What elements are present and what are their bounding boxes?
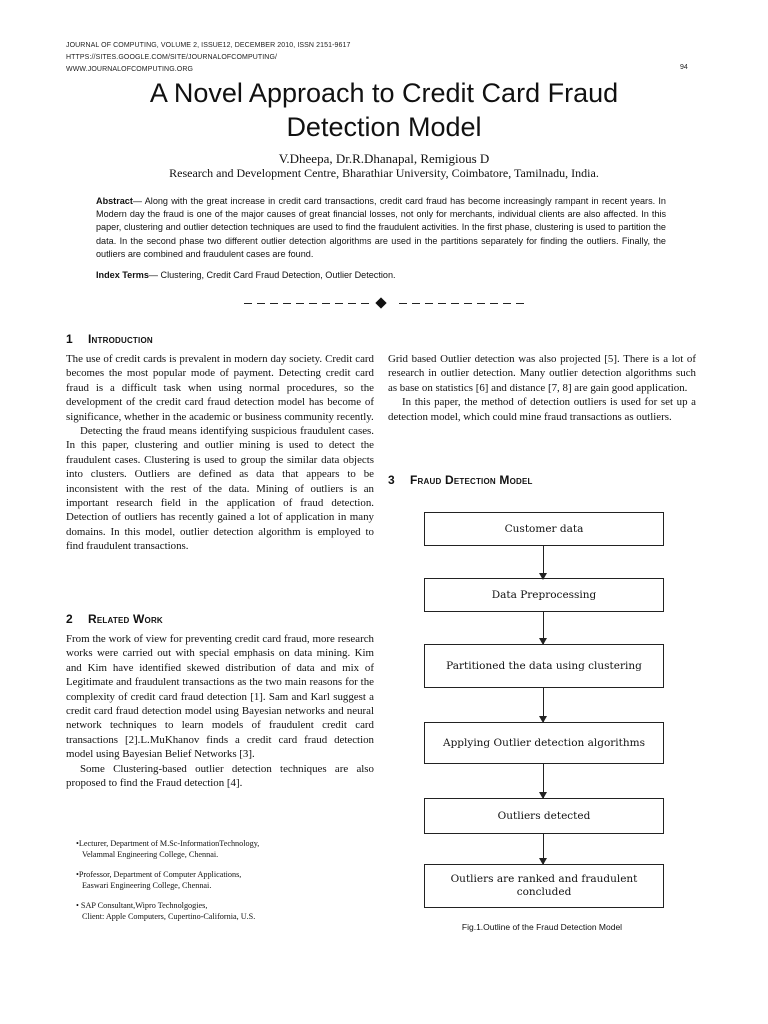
footnote: • SAP Consultant,Wipro Technolgogies, Client: Apple Computers, Cupertino-California, U.S.: [76, 901, 256, 921]
section-divider: [244, 296, 524, 310]
paragraph: From the work of view for preventing credit card fraud, more research works were carried out with special emphasis on data mining. Kim and Kim have identified skewed distribution of data and mix of Legitimate and fraudulent transactions as the two main reasons for the complexity of credit card fraud detection [1]. Sam and Karl suggest a credit card fraud detection model using Bayesian networks and neural network techniques to learn models of fraudulent credit card transactions [2].L.MuKhanov finds a credit card fraud detection model using Bayesian Belief Networks [3].: [66, 633, 374, 761]
abstract-text: — Along with the great increase in credit card transactions, credit card fraud has become increasingly rampant in recent years. In Modern day the fraud is one of the major causes of great financial losses, not only for merchants, individual clients are also affected. In this paper, clustering and outlier detection techniques are used to find the fraudulent activities. In the first phase, clustering is used to partition the data. In the second phase two different outlier detection algorithms are used in the partitions separately for finding the outliers. Finally, the outliers are combined and fraudulent cases are found.: [96, 196, 666, 259]
title-line-1: A Novel Approach to Credit Card Fraud: [149, 78, 619, 108]
diamond-icon: [375, 297, 386, 308]
index-terms-text: — Clustering, Credit Card Fraud Detection, Outlier Detection.: [148, 270, 396, 280]
paper-title: [0, 76, 768, 144]
introduction-body: [66, 352, 374, 554]
abstract-label: Abstract: [96, 196, 133, 206]
arrow-down-icon: [543, 764, 544, 798]
section-heading-introduction: 1 Introduction: [66, 332, 153, 346]
paragraph: The use of credit cards is prevalent in modern day society. Credit card becomes the most popular mode of payment. Detecting credit card fraud is a difficult task when using normal procedures, so the development of the credit card fraud detection model has become of significance, whether in the academic or business community recently.: [66, 353, 374, 423]
section-heading-related-work: 2 Related Work: [66, 612, 163, 626]
arrow-down-icon: [543, 546, 544, 579]
author-footnotes: [76, 838, 376, 931]
figure-caption: Fig.1.Outline of the Fraud Detection Model: [461, 922, 623, 932]
arrow-down-icon: [543, 612, 544, 644]
related-work-continued: [388, 352, 696, 424]
title-line-2: Detection Model: [286, 112, 482, 142]
flowchart-step: Outliers are ranked and fraudulent concluded: [424, 864, 664, 908]
journal-url: HTTPS://SITES.GOOGLE.COM/SITE/JOURNALOFCOMPUTING/: [66, 54, 278, 61]
arrow-down-icon: [543, 688, 544, 722]
index-terms: [96, 269, 666, 282]
affiliation: Research and Development Centre, Bharathiar University, Coimbatore, Tamilnadu, India.: [169, 166, 599, 180]
page-number: 94: [680, 64, 688, 71]
fraud-detection-flowchart: [422, 510, 666, 910]
paragraph: Detecting the fraud means identifying suspicious fraudulent cases. In this paper, clustering and outlier mining is used to detect the fraudulent cases. Clustering is used to group the similar data objects into clusters. Outliers are defined as data that appears to be inconsistent with the rest of the data. Mining of outliers is an important research field in the application of fraud detection. Detection of outliers has recently gained a lot of application in many domains. In this model, outlier detection algorithm is employed to find fraudulent transactions.: [66, 425, 374, 553]
paragraph: Grid based Outlier detection was also projected [5]. There is a lot of research in outlier detection. Many outlier detection algorithms such as base on statistics [6] and distance [7, 8] are gain good application.: [388, 353, 696, 394]
index-terms-label: Index Terms: [96, 270, 149, 280]
section-heading-fraud-detection-model: 3 Fraud Detection Model: [388, 473, 533, 487]
arrow-down-icon: [543, 834, 544, 864]
flowchart-step: Data Preprocessing: [424, 578, 664, 612]
flowchart-step: Applying Outlier detection algorithms: [424, 722, 664, 764]
authors: V.Dheepa, Dr.R.Dhanapal, Remigious D: [278, 151, 490, 166]
flowchart-step: Outliers detected: [424, 798, 664, 834]
paragraph: In this paper, the method of detection outliers is used for set up a detection model, which could mine fraud transactions as outliers.: [388, 396, 696, 423]
paragraph: Some Clustering-based outlier detection techniques are also proposed to find the Fraud detection [4].: [66, 762, 374, 790]
flowchart-step: Customer data: [424, 512, 664, 546]
journal-website: WWW.JOURNALOFCOMPUTING.ORG: [66, 66, 194, 73]
footnote: •Lecturer, Department of M.Sc-InformationTechnology, Velammal Engineering College, Chennai.: [76, 839, 260, 859]
footnote: •Professor, Department of Computer Applications, Easwari Engineering College, Chennai.: [76, 870, 242, 890]
running-header: [66, 40, 716, 76]
related-work-body: [66, 632, 374, 790]
flowchart-step: Partitioned the data using clustering: [424, 644, 664, 688]
abstract: [96, 195, 666, 261]
journal-line: JOURNAL OF COMPUTING, VOLUME 2, ISSUE12, DECEMBER 2010, ISSN 2151-9617: [66, 42, 351, 49]
